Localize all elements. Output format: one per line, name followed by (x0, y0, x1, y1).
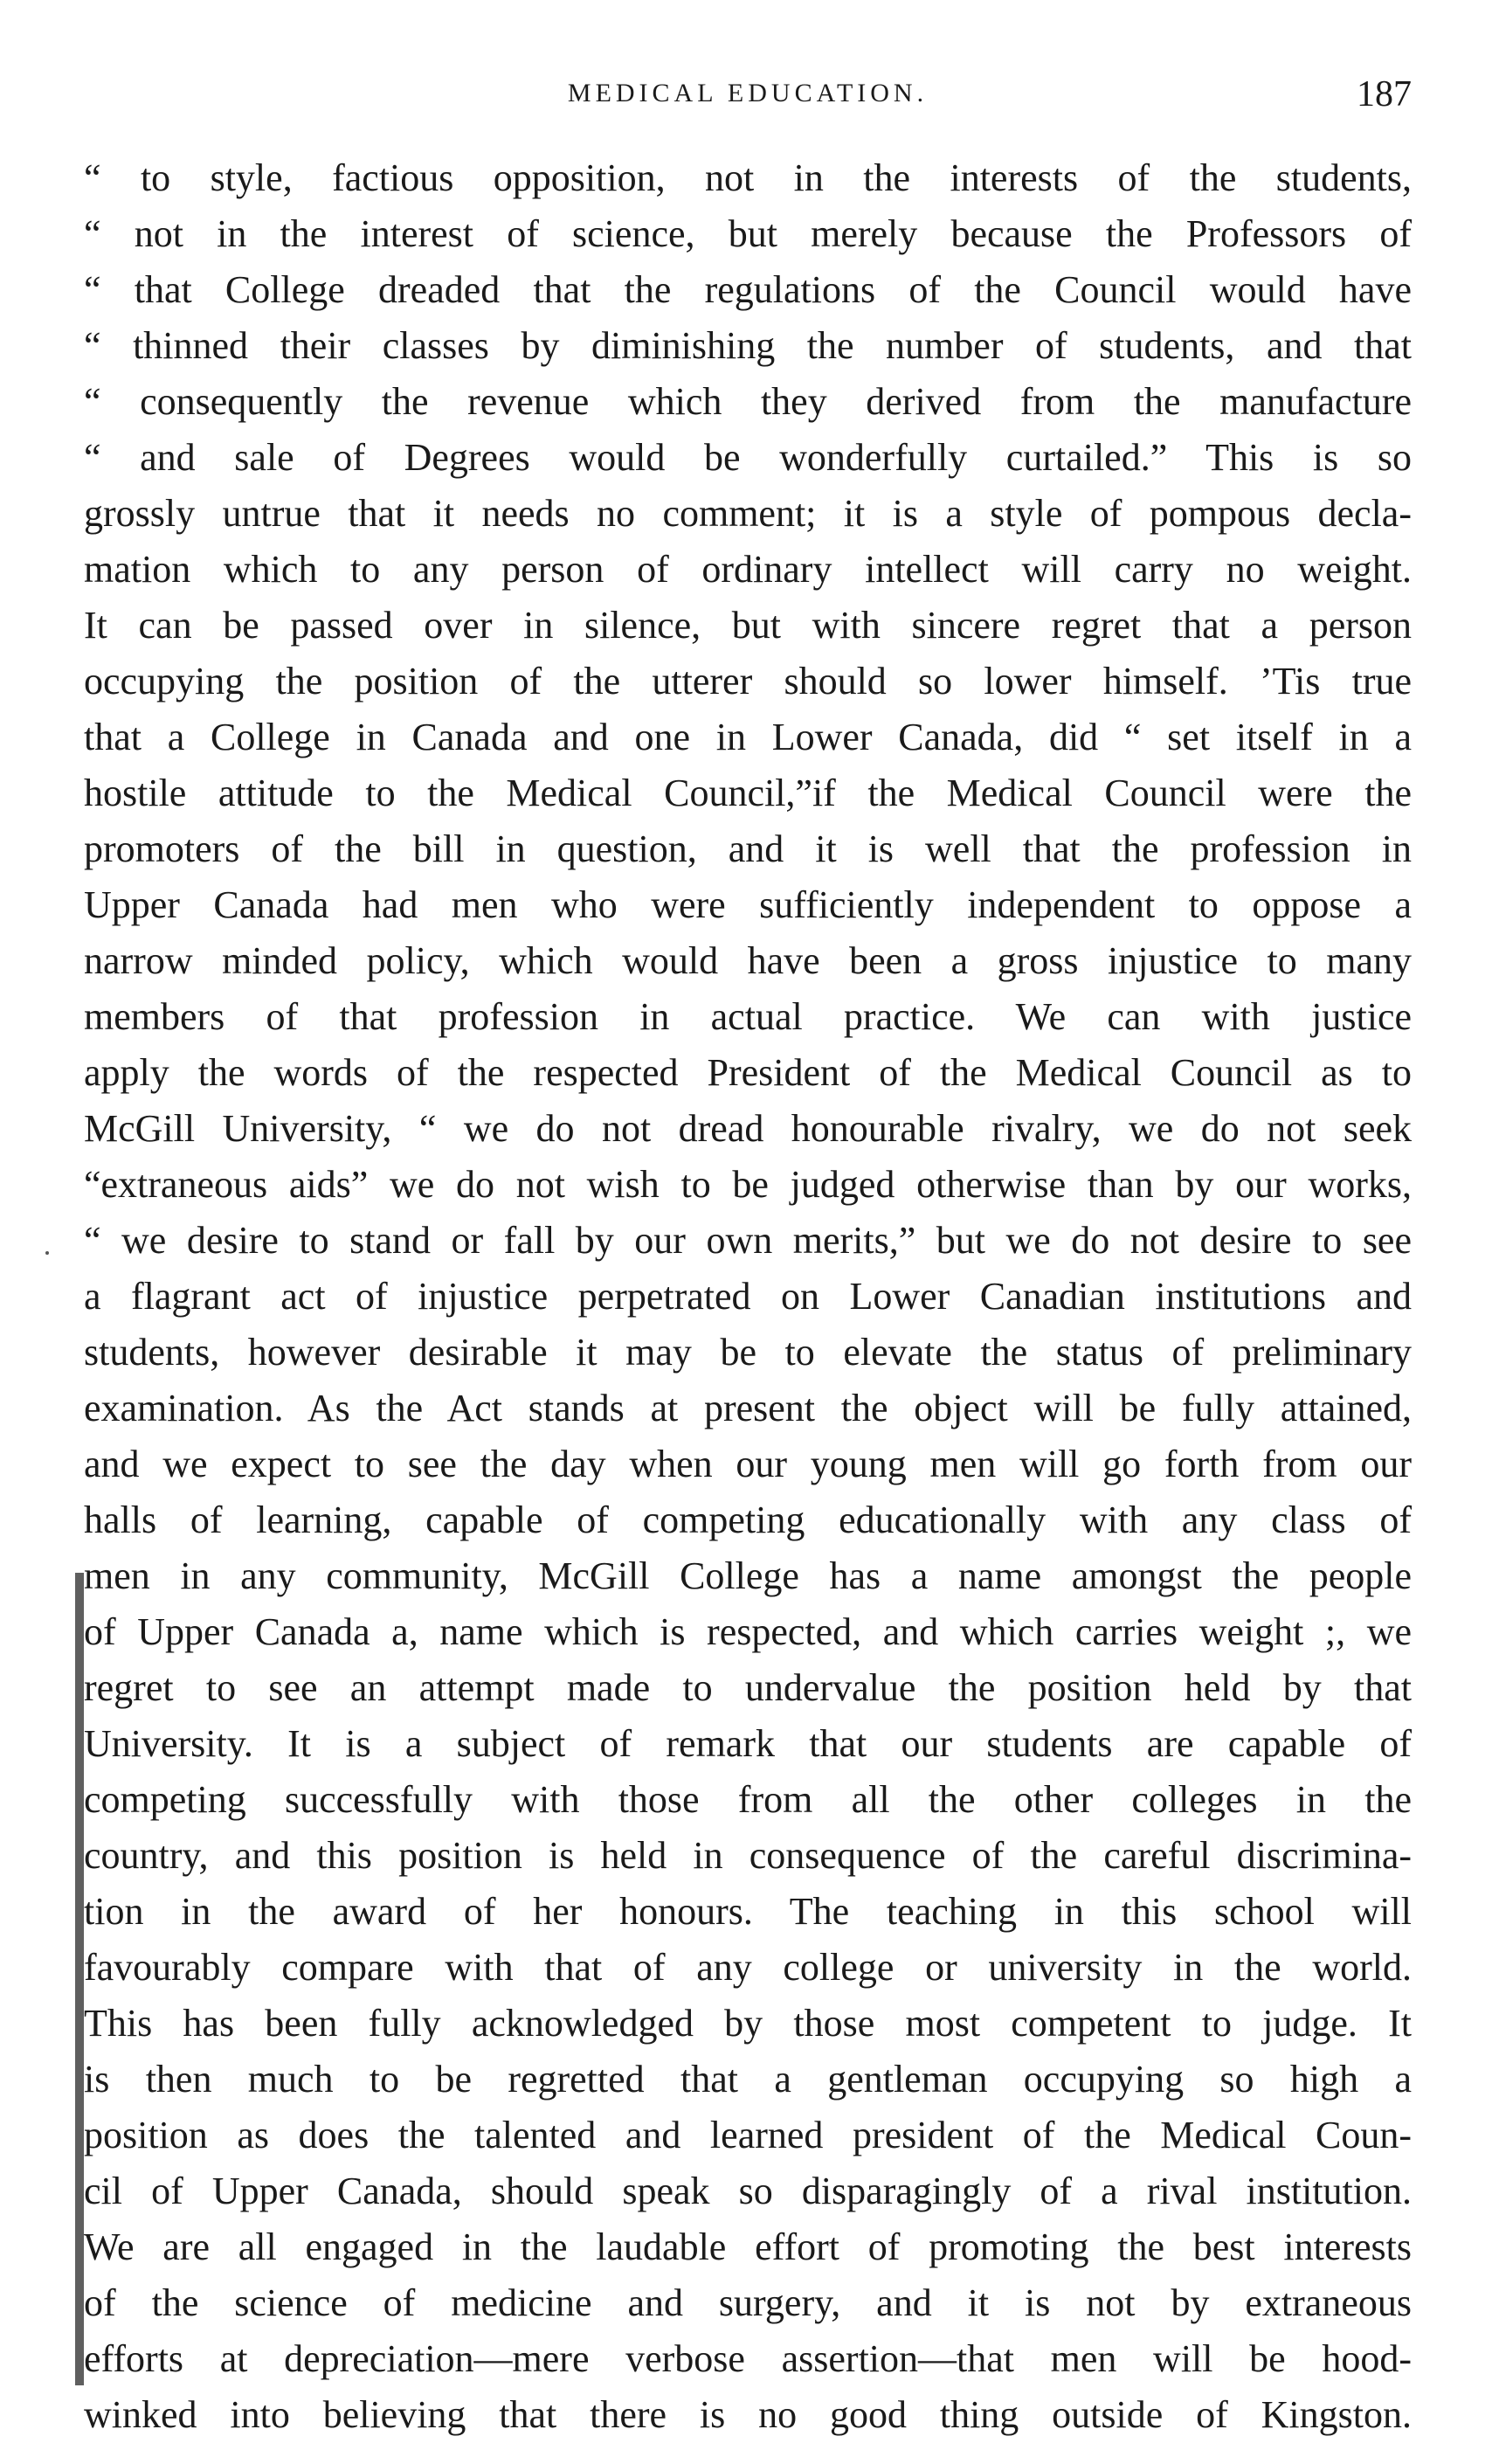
text-line: a flagrant act of injustice perpetrated on Lower Canadian institutions and (84, 1275, 1412, 1318)
text-line: Upper Canada had men who were sufficiently independent to oppose a (84, 883, 1412, 926)
text-line: McGill University, “ we do not dread honourable rivalry, we do not seek (84, 1107, 1412, 1150)
running-head-title: MEDICAL EDUCATION. (567, 79, 929, 107)
text-line: grossly untrue that it needs no comment; it is a style of pompous decla- (84, 492, 1412, 535)
text-line: of the science of medicine and surgery, and it is not by extraneous (84, 2281, 1412, 2324)
text-line: men in any community, McGill College has a name amongst the people (84, 1554, 1412, 1597)
text-line: “ we desire to stand or fall by our own merits,” but we do not desire to see (84, 1219, 1412, 1262)
text-line: “ that College dreaded that the regulations of the Council would have (84, 268, 1412, 311)
text-line: favourably compare with that of any college or university in the world. (84, 1946, 1412, 1989)
text-line: “ consequently the revenue which they derived from the manufacture (84, 380, 1412, 423)
text-line: regret to see an attempt made to undervalue the position held by that (84, 1666, 1412, 1709)
text-line: “ and sale of Degrees would be wonderfully curtailed.” This is so (84, 436, 1412, 479)
text-line: occupying the position of the utterer should so lower himself. ’Tis true (84, 660, 1412, 703)
text-line: examination. As the Act stands at present the object will be fully attained, (84, 1387, 1412, 1429)
page-number: 187 (1357, 74, 1412, 114)
text-line: tion in the award of her honours. The teaching in this school will (84, 1890, 1412, 1933)
text-line: position as does the talented and learned president of the Medical Coun- (84, 2114, 1412, 2156)
running-head (84, 73, 1412, 126)
text-line: competing successfully with those from all the other colleges in the (84, 1778, 1412, 1821)
text-line: apply the words of the respected President of the Medical Council as to (84, 1051, 1412, 1094)
text-line: members of that profession in actual practice. We can with justice (84, 995, 1412, 1038)
text-line: This has been fully acknowledged by those most competent to judge. It (84, 2002, 1412, 2045)
text-line: efforts at depreciation—mere verbose assertion—that men will be hood- (84, 2337, 1412, 2380)
text-line: promoters of the bill in question, and it is well that the profession in (84, 827, 1412, 870)
text-line: halls of learning, capable of competing educationally with any class of (84, 1498, 1412, 1541)
text-line: students, however desirable it may be to elevate the status of preliminary (84, 1331, 1412, 1374)
text-line: mation which to any person of ordinary intellect will carry no weight. (84, 548, 1412, 591)
text-line: It can be passed over in silence, but with sincere regret that a person (84, 604, 1412, 647)
scan-speck (45, 1251, 49, 1255)
text-line: “ not in the interest of science, but merely because the Professors of (84, 212, 1412, 255)
text-line: We are all engaged in the laudable effort of promoting the best interests (84, 2225, 1412, 2268)
text-line: narrow minded policy, which would have been a gross injustice to many (84, 939, 1412, 982)
text-line: “extraneous aids” we do not wish to be judged otherwise than by our works, (84, 1163, 1412, 1206)
text-line: “ to style, factious opposition, not in the interests of the students, (84, 156, 1412, 199)
text-line: and we expect to see the day when our young men will go forth from our (84, 1443, 1412, 1485)
body-text (84, 150, 1412, 2436)
text-line: hostile attitude to the Medical Council,”if the Medical Council were the (84, 772, 1412, 814)
text-line: University. It is a subject of remark that our students are capable of (84, 1722, 1412, 1765)
text-line: of Upper Canada a, name which is respected, and which carries weight ;, we (84, 1610, 1412, 1653)
text-line: winked into believing that there is no good thing outside of Kingston. (84, 2393, 1412, 2436)
text-line: that a College in Canada and one in Lower Canada, did “ set itself in a (84, 716, 1412, 758)
text-line: country, and this position is held in consequence of the careful discrimina- (84, 1834, 1412, 1877)
text-line: cil of Upper Canada, should speak so disparagingly of a rival institution. (84, 2170, 1412, 2212)
scan-margin-shadow (75, 1573, 84, 2385)
text-line: is then much to be regretted that a gentleman occupying so high a (84, 2058, 1412, 2101)
text-line: “ thinned their classes by diminishing the number of students, and that (84, 324, 1412, 367)
